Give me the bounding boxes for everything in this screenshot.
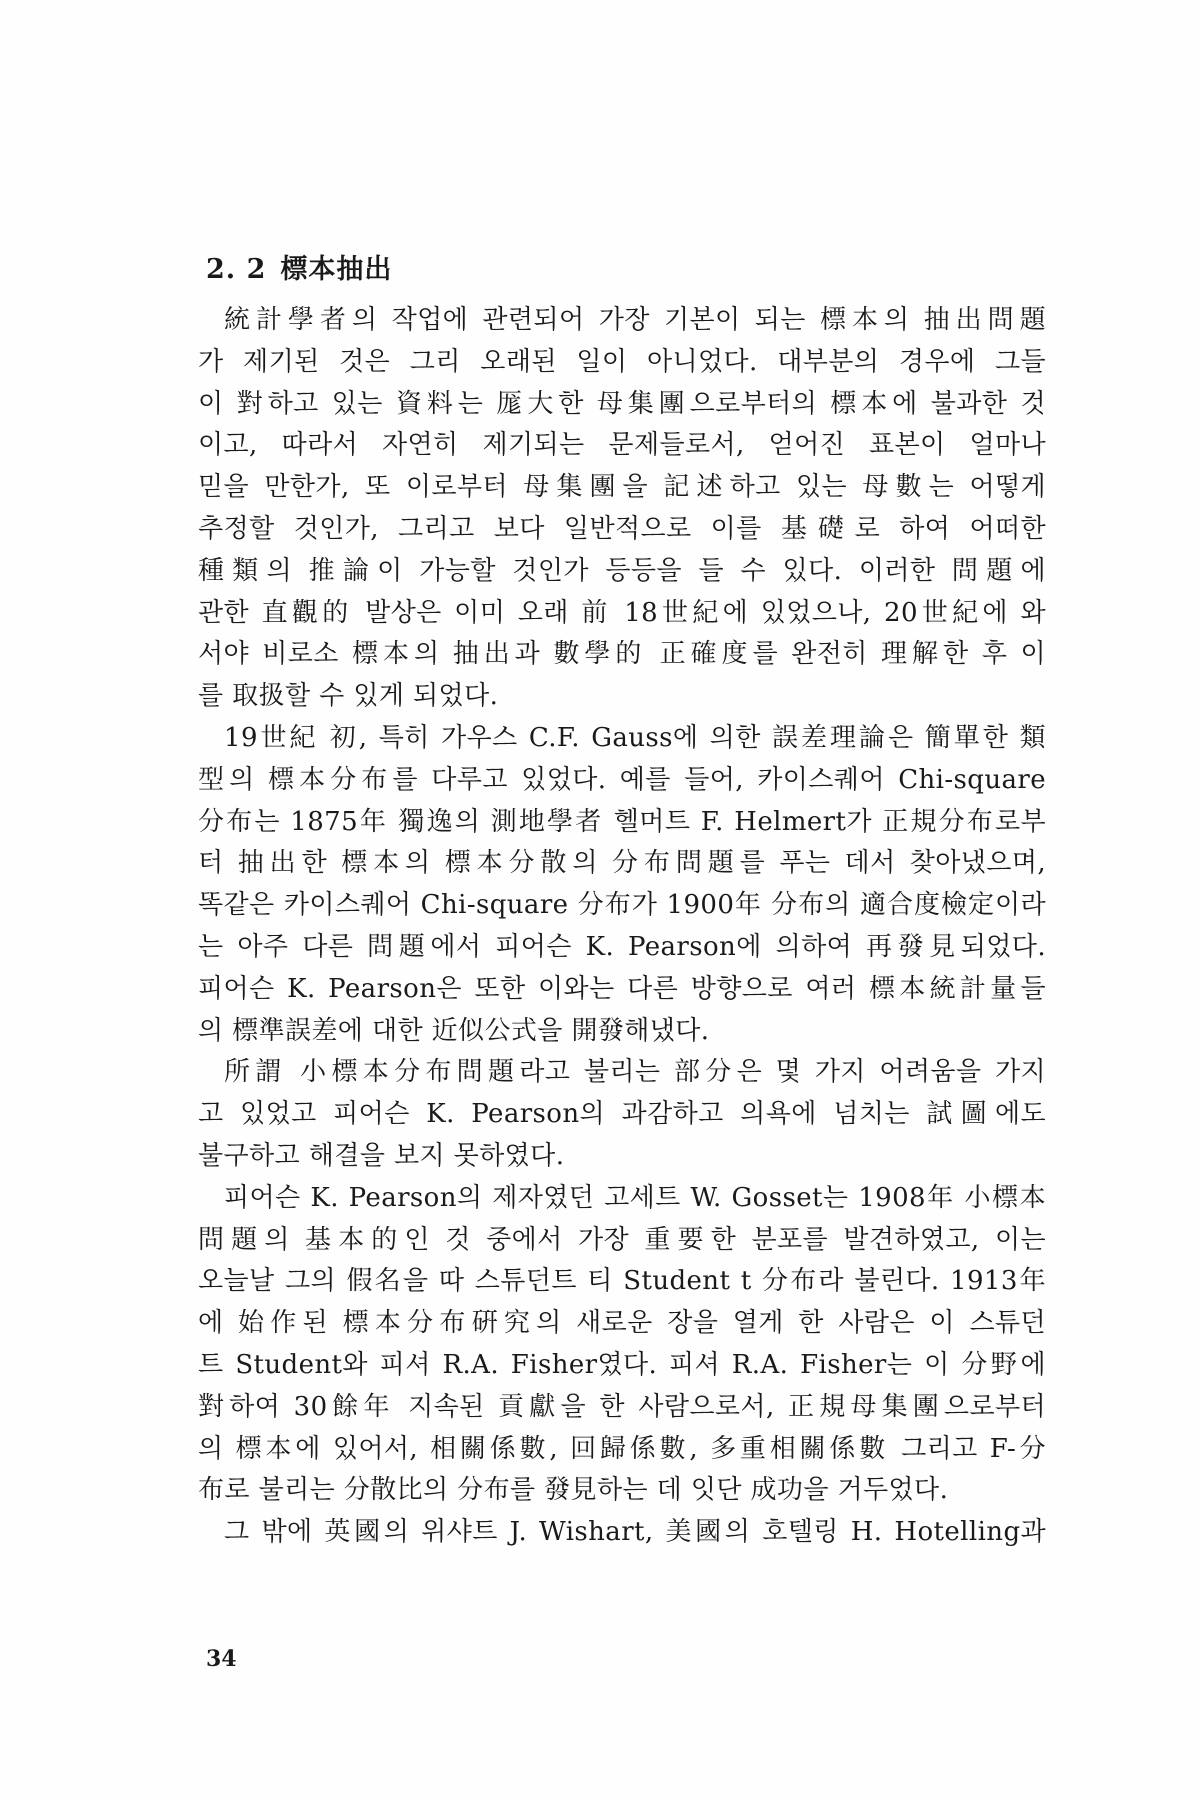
paragraph-3 [198, 1052, 1046, 1177]
text-line: 對하여 30餘年 지속된 貢獻을 한 사람으로서, 正規母集團으로부터 [198, 1391, 1046, 1422]
text-line: 를 取扱할 수 있게 되었다. [198, 681, 499, 712]
text-line: 피어슨 K. Pearson은 또한 이와는 다른 방향으로 여러 標本統計量들 [198, 973, 1046, 1004]
text-line: 그 밖에 英國의 위샤트 J. Wishart, 美國의 호텔링 H. Hotelling과 [224, 1517, 1046, 1548]
page-number: 34 [206, 1646, 237, 1672]
text-line: 의 標準誤差에 대한 近似公式을 開發해냈다. [198, 1015, 710, 1046]
text-line: 는 아주 다른 問題에서 피어슨 K. Pearson에 의하여 再發見되었다. [198, 931, 1046, 962]
text-line: 의 標本에 있어서, 相關係數, 回歸係數, 多重相關係數 그리고 F-分 [198, 1433, 1046, 1464]
section-title: 標本抽出 [280, 254, 393, 285]
text-line: 똑같은 카이스퀘어 Chi-square 分布가 1900年 分布의 適合度檢定이라 [198, 890, 1046, 921]
text-line: 트 Student와 피셔 R.A. Fisher였다. 피셔 R.A. Fisher는 이 分野에 [198, 1349, 1046, 1380]
text-line: 이고, 따라서 자연히 제기되는 문제들로서, 얻어진 표본이 얼마나 [198, 430, 1046, 461]
paragraph-5 [198, 1512, 1046, 1554]
text-line: 가 제기된 것은 그리 오래된 일이 아니었다. 대부분의 경우에 그들 [198, 346, 1046, 377]
text-line: 터 抽出한 標本의 標本分散의 分布問題를 푸는 데서 찾아냈으며, [198, 848, 1046, 879]
text-line: 불구하고 해결을 보지 못하였다. [198, 1140, 565, 1171]
text-line: 에 始作된 標本分布硏究의 새로운 장을 열게 한 사람은 이 스튜던 [198, 1308, 1046, 1339]
text-line: 관한 直觀的 발상은 이미 오래 前 18世紀에 있었으나, 20世紀에 와 [198, 597, 1046, 628]
text-line: 서야 비로소 標本의 抽出과 數學的 正確度를 완전히 理解한 후 이 [198, 639, 1046, 670]
paragraph-2 [198, 718, 1046, 1052]
text-line: 問題의 基本的인 것 중에서 가장 重要한 분포를 발견하였고, 이는 [198, 1224, 1046, 1255]
page-content [198, 248, 1046, 1554]
text-line: 布로 불리는 分散比의 分布를 發見하는 데 잇단 成功을 거두었다. [198, 1475, 949, 1506]
text-line: 추정할 것인가, 그리고 보다 일반적으로 이를 基礎로 하여 어떠한 [198, 513, 1046, 544]
section-number: 2. 2 [206, 254, 267, 285]
text-line: 型의 標本分布를 다루고 있었다. 예를 들어, 카이스퀘어 Chi-square [198, 764, 1046, 795]
text-line: 피어슨 K. Pearson의 제자였던 고세트 W. Gosset는 1908年 小標本 [224, 1182, 1046, 1213]
text-line: 分布는 1875年 獨逸의 測地學者 헬머트 F. Helmert가 正規分布로부 [198, 806, 1046, 837]
text-line: 統計學者의 작업에 관련되어 가장 기본이 되는 標本의 抽出問題 [224, 305, 1046, 335]
text-line: 믿을 만한가, 또 이로부터 母集團을 記述하고 있는 母數는 어떻게 [198, 472, 1046, 503]
text-line: 所謂 小標本分布問題라고 불리는 部分은 몇 가지 어려움을 가지 [224, 1057, 1046, 1088]
text-line: 고 있었고 피어슨 K. Pearson의 과감하고 의욕에 넘치는 試圖에도 [198, 1099, 1046, 1130]
text-line: 19世紀 初, 특히 가우스 C.F. Gauss에 의한 誤差理論은 簡單한 類 [224, 722, 1046, 753]
paragraph-1 [198, 300, 1046, 718]
text-line: 이 對하고 있는 資料는 厖大한 母集團으로부터의 標本에 불과한 것 [198, 388, 1046, 419]
text-line: 오늘날 그의 假名을 따 스튜던트 티 Student t 分布라 불린다. 1913年 [198, 1266, 1046, 1297]
section-heading [206, 248, 1046, 292]
paragraph-4 [198, 1178, 1046, 1512]
text-line: 種類의 推論이 가능할 것인가 등등을 들 수 있다. 이러한 問題에 [198, 555, 1046, 586]
